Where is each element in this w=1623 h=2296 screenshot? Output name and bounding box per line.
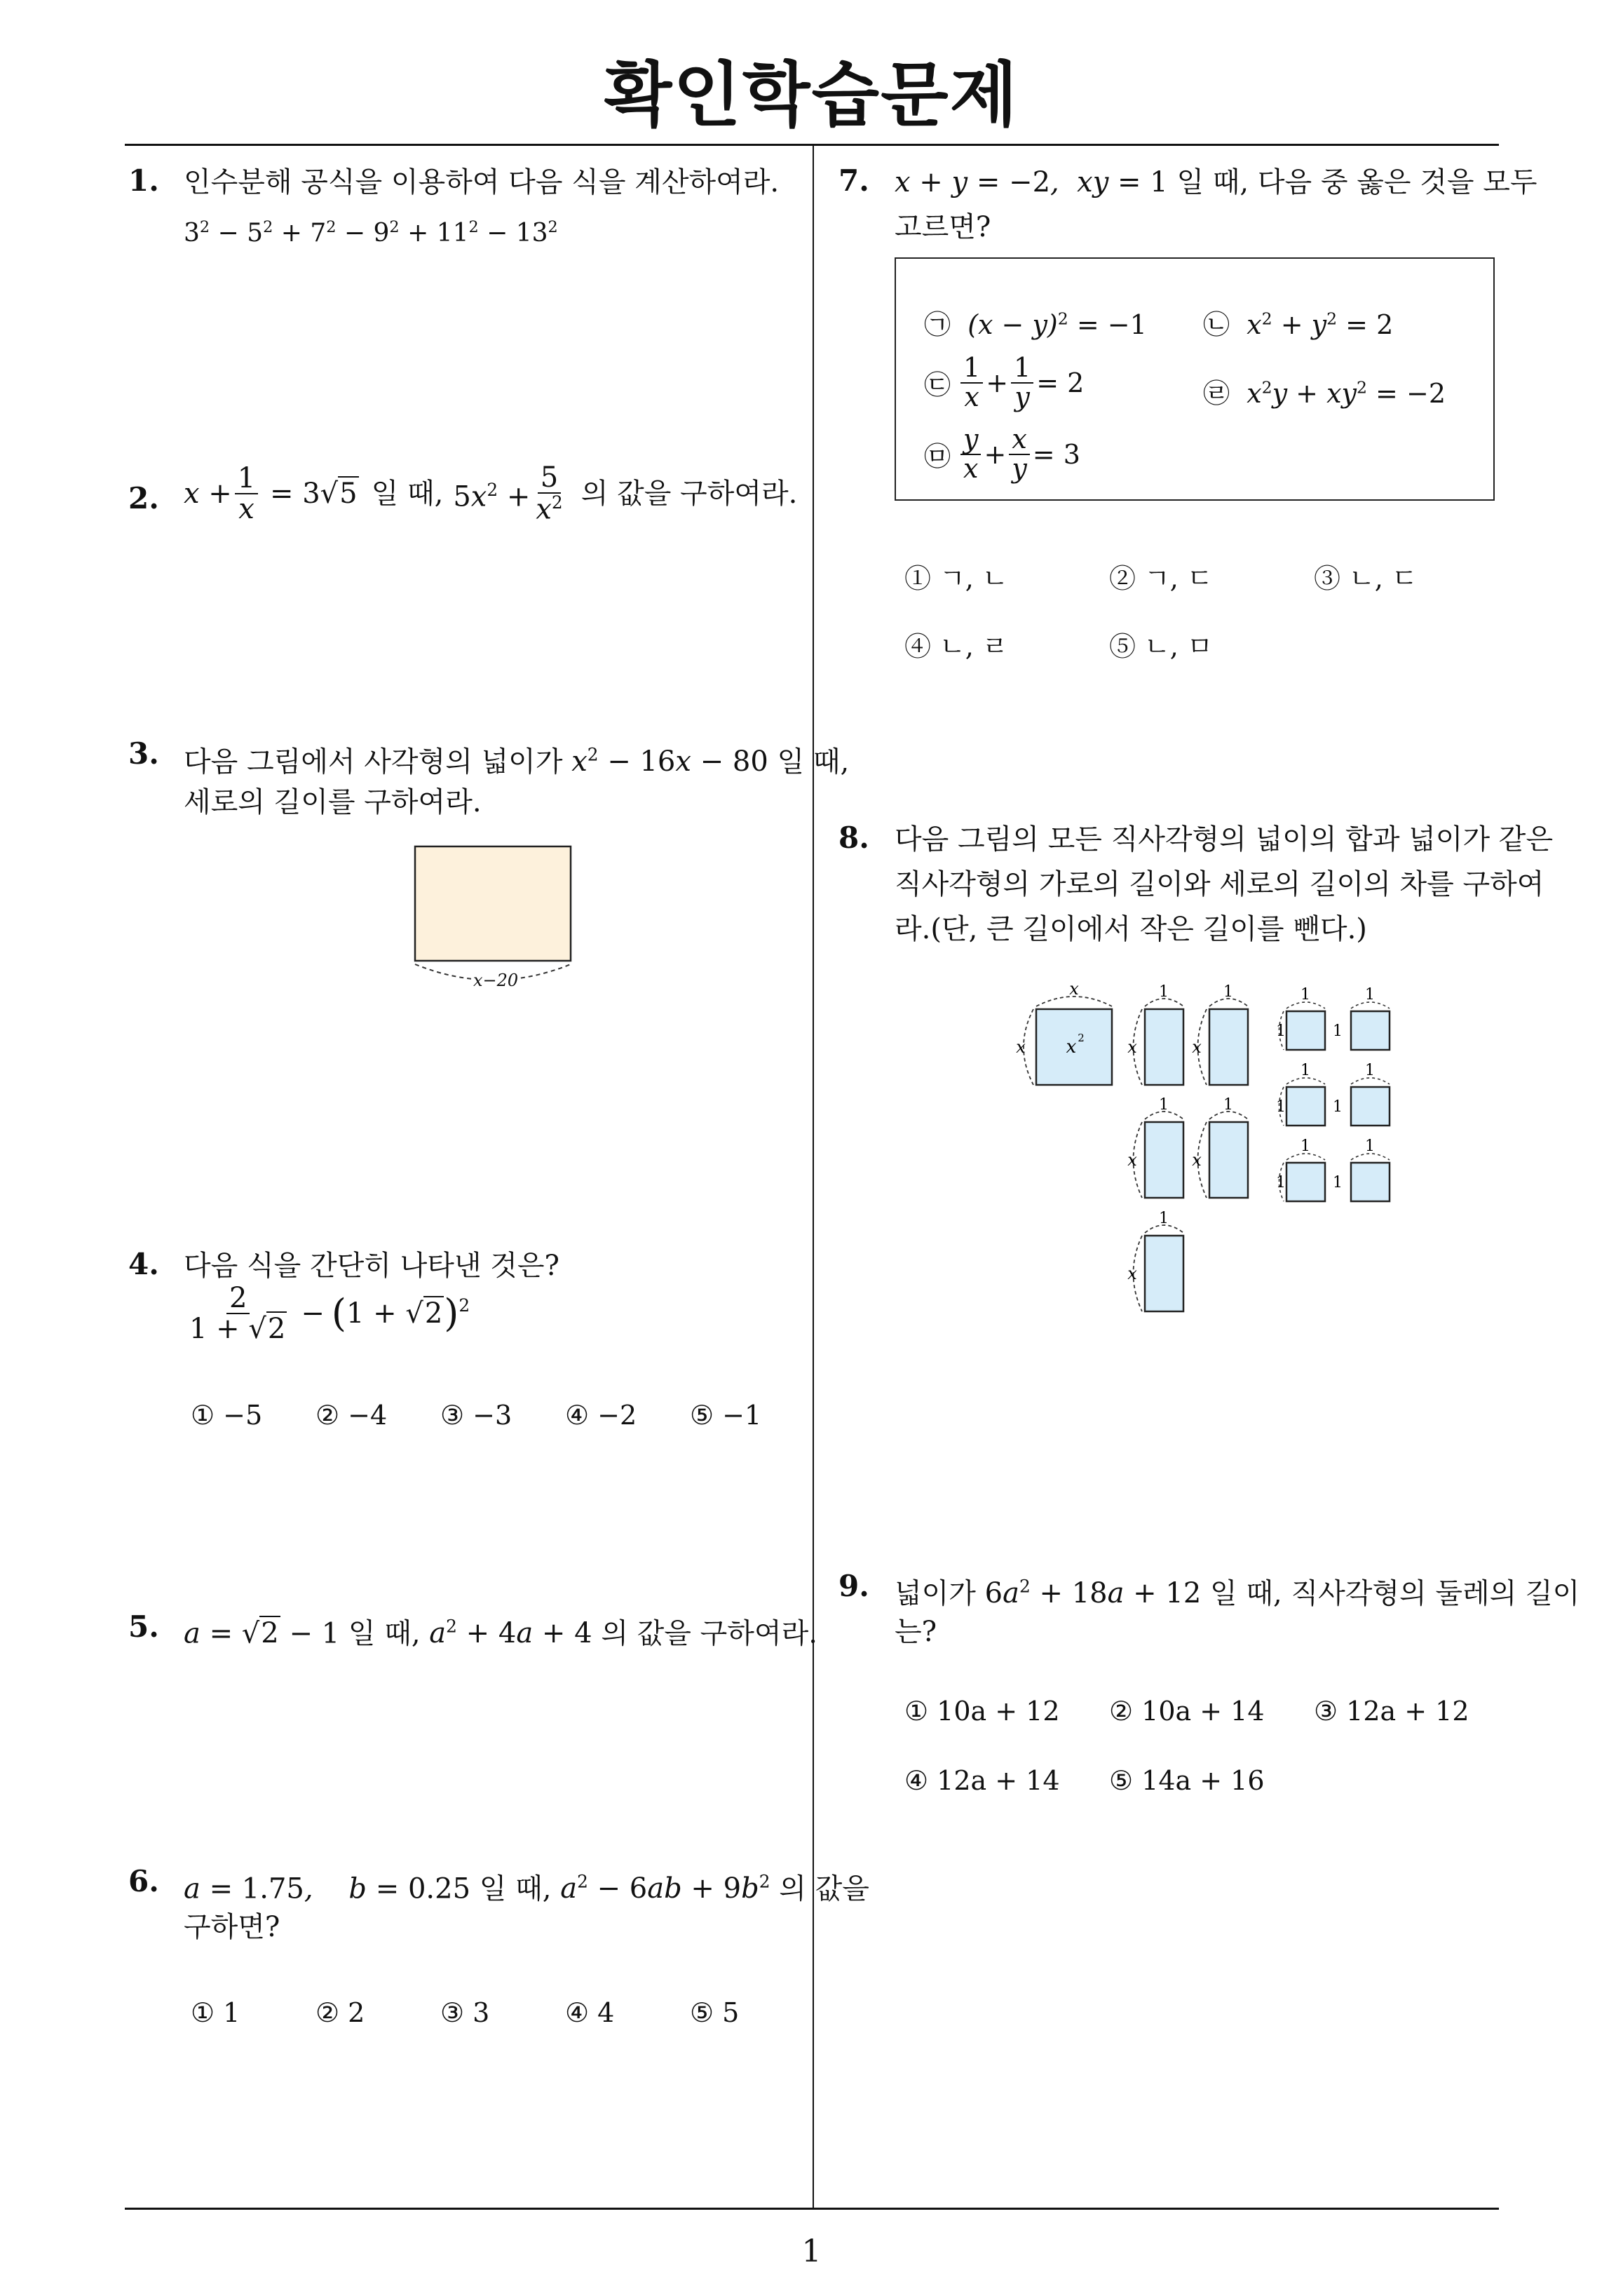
svg-text:1: 1 (1276, 1022, 1286, 1040)
page-number: 1 (801, 2234, 822, 2269)
svg-text:x: x (1127, 1150, 1137, 1170)
question-expression: $3^2 - 5^2 + 7^2 - 9^2 + 11^2 - 13^2$ (184, 218, 558, 248)
question-number: 4. (128, 1247, 159, 1281)
svg-text:x: x (1066, 1036, 1077, 1058)
marker: ㉤ (924, 441, 951, 473)
text: 일 때, (479, 1872, 552, 1905)
choice-3[interactable]: ③ 12a + 12 (1314, 1696, 1469, 1727)
choices-row1 (904, 557, 1418, 595)
fraction: $\frac{5}{x^2}$ (536, 461, 563, 526)
algebra-tiles-figure (1010, 978, 1402, 1315)
fraction: $\frac{1}{x}$ (960, 354, 983, 412)
page-title: 확인학습문제 (604, 54, 1019, 136)
svg-text:1: 1 (1159, 983, 1169, 1001)
choices (191, 1997, 739, 2028)
text: 의 값을 (779, 1872, 869, 1905)
choice-2[interactable]: ② 10a + 14 (1109, 1696, 1265, 1727)
question-number: 1. (128, 163, 159, 198)
x-tile (1127, 1210, 1183, 1311)
svg-text:x: x (1192, 1150, 1202, 1170)
text: 일 때, (371, 477, 444, 510)
question-text: 인수분해 공식을 이용하여 다음 식을 계산하여라. (184, 166, 780, 198)
expression: $5x^2$ + (453, 480, 531, 513)
fraction: $\frac{y}{x}$ (960, 426, 981, 483)
svg-text:1: 1 (1333, 1098, 1343, 1116)
fraction: $\frac{2}{1 + √2}$ (189, 1282, 286, 1345)
choice-4[interactable]: ④ 12a + 14 (904, 1765, 1060, 1796)
svg-text:1: 1 (1365, 986, 1375, 1004)
svg-text:1: 1 (1301, 1062, 1310, 1079)
choice-2[interactable]: ② 2 (315, 1997, 365, 2028)
question-number: 6. (128, 1864, 159, 1898)
svg-text:1: 1 (1276, 1174, 1286, 1191)
svg-text:1: 1 (1301, 1137, 1310, 1155)
rectangle (415, 846, 571, 961)
svg-text:1: 1 (1333, 1022, 1343, 1040)
question-expression: $\frac{2}{1 + √2}$ − ( 1 + √2 ) $^2$ (184, 1283, 470, 1344)
svg-text:1: 1 (1223, 1096, 1233, 1114)
svg-text:1: 1 (1159, 1210, 1169, 1227)
choices (191, 1400, 761, 1431)
question-number: 8. (838, 821, 869, 855)
expression: $x^2y + xy^2 = -2$ (1238, 377, 1446, 409)
question-number: 3. (128, 736, 159, 771)
fraction: $\frac{1}{y}$ (1011, 354, 1033, 412)
question-text-line2: 세로의 길이를 구하여라. (184, 786, 482, 818)
text: 다음 그림에서 사각형의 넓이가 (184, 745, 563, 778)
unit-tiles (1276, 986, 1390, 1201)
question-text-line1: 다음 그림의 모든 직사각형의 넓이의 합과 넓이가 같은 (895, 823, 1554, 856)
choice-5[interactable]: ⑤ ㄴ, ㅁ (1109, 631, 1213, 662)
svg-text:2: 2 (1078, 1032, 1085, 1044)
choice-5[interactable]: ⑤ 5 (690, 1997, 740, 2028)
text: 일 때, (777, 745, 850, 778)
svg-text:x: x (1127, 1264, 1137, 1283)
footer-rule (125, 2208, 1499, 2210)
choices-row2 (904, 1765, 1265, 1796)
question-text: 다음 식을 간단히 나타낸 것은? (184, 1250, 559, 1282)
question-text (895, 1565, 1580, 1616)
choice-4[interactable]: ④ 4 (565, 1997, 615, 2028)
question-text (184, 1860, 869, 1911)
expression: $6a^2 + 18a + 12$ (984, 1576, 1202, 1610)
question-text (895, 160, 1537, 205)
question-text (184, 1605, 817, 1656)
expression: a = √2 − 1 (184, 1617, 340, 1650)
svg-text:1: 1 (1365, 1137, 1375, 1155)
svg-text:1: 1 (1159, 1096, 1169, 1114)
svg-text:x: x (1192, 1037, 1202, 1057)
text: 일 때, 직사각형의 둘레의 길이 (1210, 1577, 1580, 1610)
marker: ㉣ (1203, 378, 1230, 409)
text: 넓이가 (895, 1577, 976, 1610)
question-text-line2: 고르면? (895, 211, 991, 243)
choice-1[interactable]: ① 10a + 12 (904, 1696, 1060, 1727)
fraction: $\frac{1}{x}$ (235, 464, 258, 524)
question-text-line2: 구하면? (184, 1911, 280, 1943)
statement-d (1203, 372, 1446, 410)
question-text (184, 463, 797, 524)
statement-b (1203, 303, 1393, 342)
header-rule (125, 144, 1499, 146)
question-number: 2. (128, 481, 159, 515)
x-tile (1127, 1096, 1183, 1198)
x-tile (1192, 983, 1248, 1085)
expression: $x^2 + y^2 = 2$ (1238, 309, 1394, 340)
fraction: $\frac{x}{y}$ (1009, 426, 1029, 483)
choice-3[interactable]: ③ −3 (440, 1400, 512, 1431)
expression: $a^2 + 4a + 4$ (429, 1616, 592, 1650)
x-squared-tile (1016, 979, 1112, 1085)
expression: $x^2 - 16x - 80$ (571, 745, 768, 778)
text: 의 값을 구하여라. (580, 477, 798, 510)
question-text (184, 733, 849, 784)
svg-text:1: 1 (1333, 1174, 1343, 1191)
question-number: 7. (838, 163, 869, 198)
expression: a = 1.75, b = 0.25 (184, 1872, 471, 1905)
choice-2[interactable]: ② −4 (315, 1400, 388, 1431)
choice-2[interactable]: ② ㄱ, ㄷ (1109, 563, 1213, 594)
statement-e: ㉤ $\frac{y}{x}$ + $\frac{x}{y}$ = 3 (924, 424, 1080, 484)
statement-a (924, 303, 1147, 342)
question-number: 9. (838, 1569, 869, 1603)
marker: ㉡ (1203, 309, 1230, 340)
choice-3[interactable]: ③ ㄴ, ㄷ (1314, 563, 1418, 594)
choice-1[interactable]: ① ㄱ, ㄴ (904, 563, 1008, 594)
svg-text:x: x (1069, 979, 1079, 999)
text: 일 때, 다음 중 옳은 것을 모두 (1176, 166, 1537, 198)
choice-5[interactable]: ⑤ 14a + 16 (1109, 1765, 1265, 1796)
svg-text:1: 1 (1223, 983, 1233, 1001)
expression: $(x - y)^2 = -1$ (959, 309, 1147, 340)
expression: $a^2 - 6ab + 9b^2$ (560, 1872, 770, 1905)
question-text-line2: 는? (895, 1616, 937, 1648)
choice-4[interactable]: ④ −2 (565, 1400, 637, 1431)
text: 의 값을 구하여라. (601, 1617, 817, 1650)
x-tile (1192, 1096, 1248, 1198)
text: 일 때, (348, 1617, 421, 1650)
marker: ㉢ (924, 370, 951, 401)
choices-row2 (904, 625, 1213, 663)
svg-text:1: 1 (1301, 986, 1310, 1004)
expression: x + (184, 477, 232, 510)
svg-text:x: x (1127, 1037, 1137, 1057)
choice-1[interactable]: ① 1 (191, 1997, 240, 2028)
svg-text:x: x (1016, 1037, 1026, 1057)
x-tile (1127, 983, 1183, 1085)
question-number: 5. (128, 1609, 159, 1644)
svg-text:1: 1 (1365, 1062, 1375, 1079)
expression: x + y = −2, xy = 1 (895, 166, 1168, 198)
svg-text:1: 1 (1276, 1098, 1286, 1116)
question-text-line2: 직사각형의 가로의 길이와 세로의 길이의 차를 구하여 (895, 868, 1544, 900)
question-text-line3: 라.(단, 큰 길이에서 작은 길이를 뺀다.) (895, 913, 1367, 945)
expression: = 3√5 (261, 477, 358, 510)
choice-1[interactable]: ① −5 (191, 1400, 263, 1431)
statement-c: ㉢ $\frac{1}{x}$ + $\frac{1}{y}$ = 2 (924, 352, 1085, 412)
choice-5[interactable]: ⑤ −1 (690, 1400, 762, 1431)
width-label: x−20 (471, 971, 520, 990)
choices-row1 (904, 1696, 1469, 1727)
choice-4[interactable]: ④ ㄴ, ㄹ (904, 631, 1008, 662)
choice-3[interactable]: ③ 3 (440, 1997, 490, 2028)
marker: ㉠ (924, 309, 951, 340)
